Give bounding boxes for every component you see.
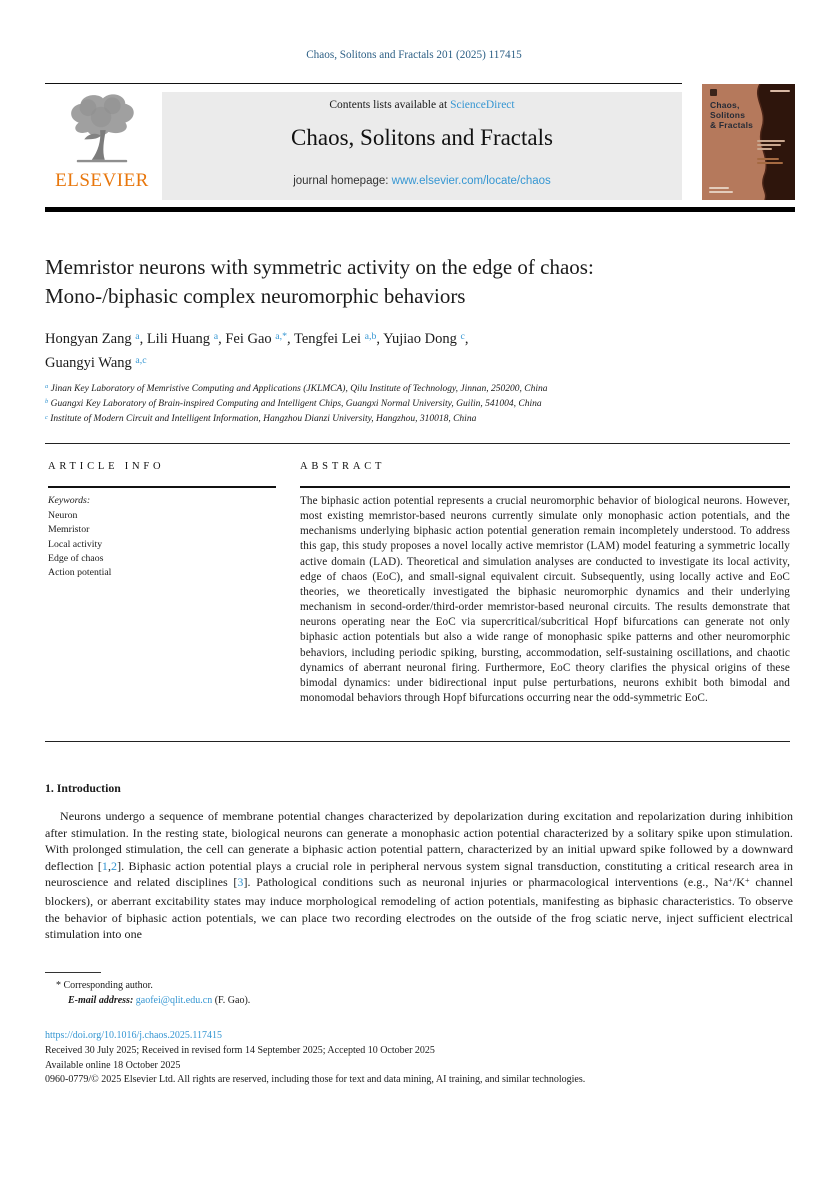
article-info-heading: ARTICLE INFO xyxy=(48,461,165,472)
journal-cover-thumbnail[interactable] xyxy=(702,84,795,200)
affiliations xyxy=(45,382,795,428)
keywords-label: Keywords: xyxy=(48,495,91,506)
email-note: E-mail address: gaofei@qlit.edu.cn (F. Gao). xyxy=(68,995,251,1006)
inline-link[interactable]: 3 xyxy=(237,875,244,890)
elsevier-logo xyxy=(45,90,159,202)
header-top-rule xyxy=(45,83,682,84)
journal-citation: Chaos, Solitons and Fractals 201 (2025) 117415 xyxy=(306,49,522,61)
inline-link[interactable]: b xyxy=(45,398,49,406)
cover-subtitle-line xyxy=(757,148,772,150)
inline-link[interactable]: a,* xyxy=(275,330,288,342)
copyright-line: 0960-0779/© 2025 Elsevier Ltd. All rights are reserved, including those for text and data mining, AI training, and similar technologies. xyxy=(45,1074,586,1085)
introduction-paragraph: Neurons undergo a sequence of membrane potential changes characterized by depolarization during excitation and repolarization during inhibition after stimulation. In the resting state, biological neurons can generate a monophasic action potential characterized by a solitary spike upon stimulation. With prolonged stimulation, the cell can generate a biphasic action potential pattern, characterized by an initial upward spike followed by a downward deflection [1,2]. Biphasic action potential plays a crucial role in peripheral nervous system signal transduction, constituting a critical research area in neuroscience and related disciplines [3]. Pathological conditions such as neuronal injuries or pharmacological interventions (e.g., Na+/K+ channel blockers), or aberrant excitability states may induce morphological remodeling of action potentials, manifesting as biphasic characteristics. To observe the behavior of biphasic action potentials, we can place two recording electrodes on the outside of the frog sciatic nerve, inject sufficient electrical stimulation into one xyxy=(45,809,793,942)
inline-link[interactable]: a,b xyxy=(364,330,377,342)
author-list: Hongyan Zang $^a$, Lili Huang $^a$, Fei Gao $^{a,*}$, Tengfei Lei $^{a,b}$, Yujiao Dong $^c$, Guangyi Wang $^{a,c}$ xyxy=(45,330,469,371)
keywords-list: Neuron Memristor Local activity Edge of chaos Action potential xyxy=(48,510,112,579)
contents-prefix: Contents lists available at xyxy=(329,99,451,111)
footnote-rule xyxy=(45,972,101,973)
cover-issue-text xyxy=(770,90,790,92)
affiliation-b: $^b$ Guangxi Key Laboratory of Brain-inspired Computing and Intelligent Chips, Guangxi Normal University, Guilin, 541004, China xyxy=(45,398,542,410)
abstract-rule xyxy=(300,486,790,488)
affiliation-c: $^c$ Institute of Modern Circuit and Intelligent Information, Hangzhou Dianzi University, Hangzhou, 310018, China xyxy=(45,413,477,425)
inline-link[interactable]: a xyxy=(135,330,140,342)
inline-link[interactable]: c xyxy=(460,330,465,342)
elsevier-tree-icon xyxy=(60,90,144,172)
inline-link[interactable]: a,c xyxy=(135,354,147,366)
contents-line xyxy=(162,99,682,111)
doi-link[interactable]: https://doi.org/10.1016/j.chaos.2025.117415 xyxy=(45,1030,222,1041)
inline-link[interactable]: a xyxy=(45,383,49,391)
article-info-rule xyxy=(48,486,276,488)
corresponding-author-note: * Corresponding author. xyxy=(56,980,153,991)
article-title: Memristor neurons with symmetric activity on the edge of chaos: Mono-/biphasic complex neuromorphic behaviors xyxy=(45,255,594,308)
cover-subtitle-line xyxy=(757,158,779,160)
cover-editor-line xyxy=(709,191,733,193)
journal-header-band xyxy=(162,92,682,200)
inline-link[interactable]: gaofei@qlit.edu.cn xyxy=(135,995,213,1006)
homepage-link[interactable]: www.elsevier.com/locate/chaos xyxy=(391,175,551,187)
sciencedirect-link[interactable]: ScienceDirect xyxy=(450,99,515,111)
inline-link[interactable]: 2 xyxy=(111,858,118,873)
cover-editor-line xyxy=(709,187,729,189)
cover-subtitle-line xyxy=(757,162,783,164)
available-online: Available online 18 October 2025 xyxy=(45,1060,181,1071)
homepage-prefix: journal homepage: xyxy=(293,175,392,187)
received-dates: Received 30 July 2025; Received in revised form 14 September 2025; Accepted 10 October 2025 xyxy=(45,1045,435,1056)
inline-link[interactable]: a xyxy=(213,330,219,342)
inline-link[interactable]: c xyxy=(45,413,48,421)
affiliation-a: $^a$ Jinan Key Laboratory of Memristive Computing and Applications (JKLMCA), Qilu Institute of Technology, Jinnan, 250200, China xyxy=(45,383,548,394)
divider-rule xyxy=(45,741,790,742)
abstract-text: The biphasic action potential represents a crucial neuromorphic behavior of biological neurons. However, most existing memristor-based neurons currently simulate only monophasic action potentials, and the mechanisms underlying biphasic action potential generation remain incompletely understood. To address this gap, this study proposes a novel locally active memristor (LAM) model featuring a symmetric locally active domain (LAD). Theoretical and simulation analyses are conducted to investigate its local activity, edge of chaos (EoC), and small-signal equivalent circuit. Subsequently, using locally active and EoC theories, we theoretically investigated the biphasic neuromorphic dynamics and their underlying mechanism in second-order/third-order memristor-based neuronal circuits. The results demonstrate that neurons operating near the EoC via supercritical/subcritical Hopf bifurcations can generate not only biphasic action potentials but also a wide range of monophasic spike patterns and other neuromorphic behaviors, including periodic spiking, bursting, accommodation, self-sustaining oscillations, and chaotic dynamics of aberrant neuronal firing. Furthermore, EoC theory clarifies the physical origins of these bimodal dynamics: under bidirectional input pulse perturbations, neurons exhibit both bimodal and monomodal behaviors through Hopf bifurcations occurring near the odd-symmetric EoC. xyxy=(300,495,790,705)
introduction-heading: 1. Introduction xyxy=(45,781,121,795)
cover-subtitle-line xyxy=(757,144,781,146)
homepage-line xyxy=(162,175,682,187)
inline-link[interactable]: 1 xyxy=(101,858,108,873)
elsevier-wordmark: ELSEVIER xyxy=(55,170,149,191)
cover-journal-title: Chaos, Solitons & Fractals xyxy=(710,100,754,130)
journal-title: Chaos, Solitons and Fractals xyxy=(291,125,553,150)
divider-rule xyxy=(45,443,790,444)
abstract-heading: ABSTRACT xyxy=(300,461,386,472)
header-bottom-bar xyxy=(45,207,795,212)
cover-subtitle-line xyxy=(757,140,785,142)
cover-logo-mark xyxy=(710,89,717,96)
